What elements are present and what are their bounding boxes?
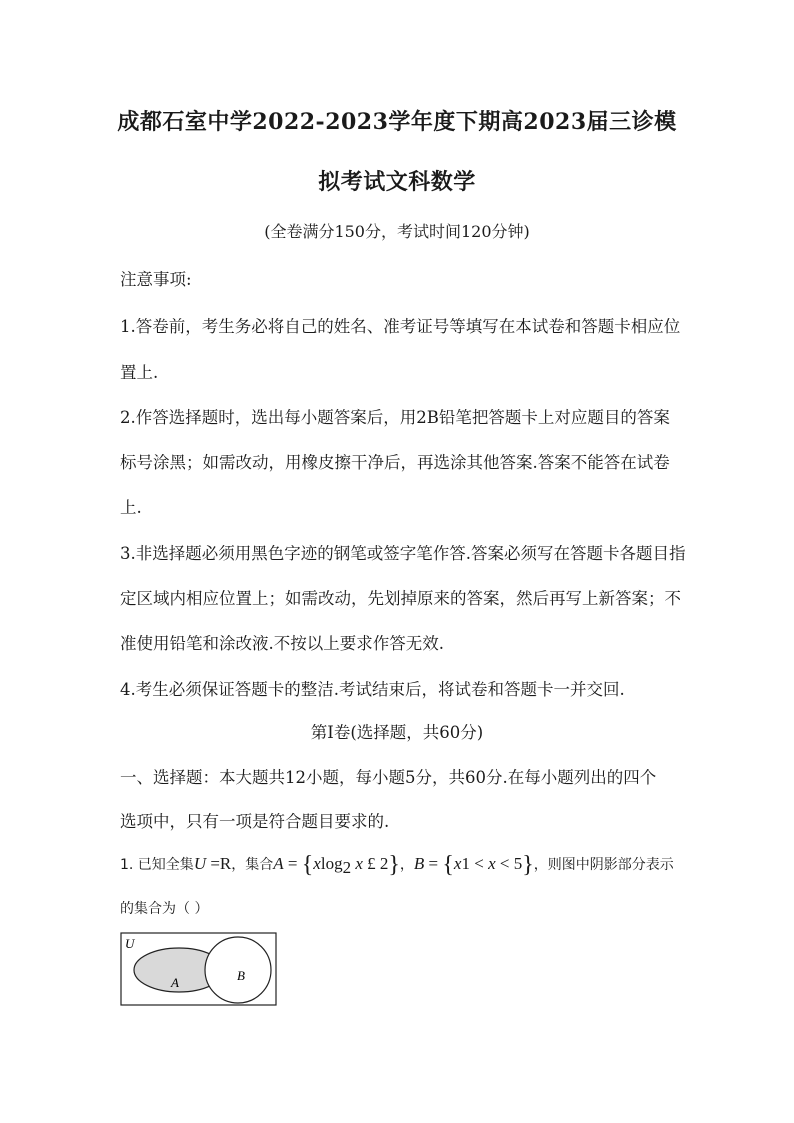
question-text: 1. 已知全集: [120, 857, 194, 873]
venn-diagram: [120, 932, 278, 1008]
notice-line: 2.作答选择题时，选出每小题答案后，用2B铅笔把答题卡上对应题目的答案: [120, 408, 670, 427]
venn-label-b: B: [237, 968, 245, 983]
math-expr: =R: [206, 854, 232, 873]
notice-line: 准使用铅笔和涂改液.不按以上要求作答无效.: [120, 634, 444, 653]
math-expr: < 5: [495, 854, 523, 873]
notice-heading: 注意事项:: [120, 270, 192, 289]
notice-line: 1.答卷前，考生务必将自己的姓名、准考证号等填写在本试卷和答题卡相应位: [120, 317, 681, 336]
notice-line: 3.非选择题必须用黑色字迹的钢笔或签字笔作答.答案必须写在答题卡各题目指: [120, 544, 686, 563]
brace-open: {: [442, 852, 454, 878]
brace-close: }: [522, 852, 534, 878]
exam-subtitle: (全卷满分150分，考试时间120分钟): [264, 222, 530, 241]
math-expr: 1 <: [461, 854, 489, 873]
section-instruction: 一、选择题：本大题共12小题，每小题5分，共60分.在每小题列出的四个: [120, 768, 657, 787]
math-var: x: [313, 854, 321, 873]
section-instruction: 选项中，只有一项是符合题目要求的.: [120, 812, 390, 831]
math-expr: log: [320, 854, 343, 873]
math-expr: =: [424, 854, 443, 873]
math-subscript: 2: [342, 857, 352, 877]
math-var: x: [453, 854, 462, 873]
math-var: x: [488, 854, 496, 873]
question-1-stem-line-2: 的集合为（ ）: [120, 901, 209, 917]
notice-line: 4.考生必须保证答题卡的整洁.考试结束后，将试卷和答题卡一并交回.: [120, 680, 625, 699]
notice-line: 标号涂黑；如需改动，用橡皮擦干净后，再选涂其他答案.答案不能答在试卷: [120, 453, 670, 472]
venn-label-u: U: [125, 936, 135, 951]
exam-title-line-1: 成都石室中学2022-2023学年度下期高2023届三诊模: [117, 109, 677, 135]
notice-line: 上.: [120, 498, 142, 517]
notice-line: 定区域内相应位置上；如需改动，先划掉原来的答案，然后再写上新答案；不: [120, 589, 681, 608]
section-title: 第I卷(选择题，共60分): [310, 723, 484, 742]
question-text: ，则图中阴影部分表示: [533, 857, 674, 873]
question-text: ，集合: [231, 857, 274, 873]
set-a-name: A: [273, 854, 284, 873]
notice-line: 置上.: [120, 363, 159, 382]
question-1-stem: [120, 852, 674, 879]
venn-label-a: A: [171, 975, 179, 990]
set-b-name: B: [413, 854, 425, 873]
math-expr: =: [283, 854, 302, 873]
brace-close: }: [388, 852, 400, 878]
math-expr: £ 2: [362, 854, 389, 873]
brace-open: {: [301, 852, 314, 878]
exam-title-line-2: 拟考试文科数学: [318, 169, 476, 195]
math-var: x: [351, 854, 363, 873]
question-text: ，: [399, 857, 414, 873]
math-var: U: [193, 854, 207, 873]
